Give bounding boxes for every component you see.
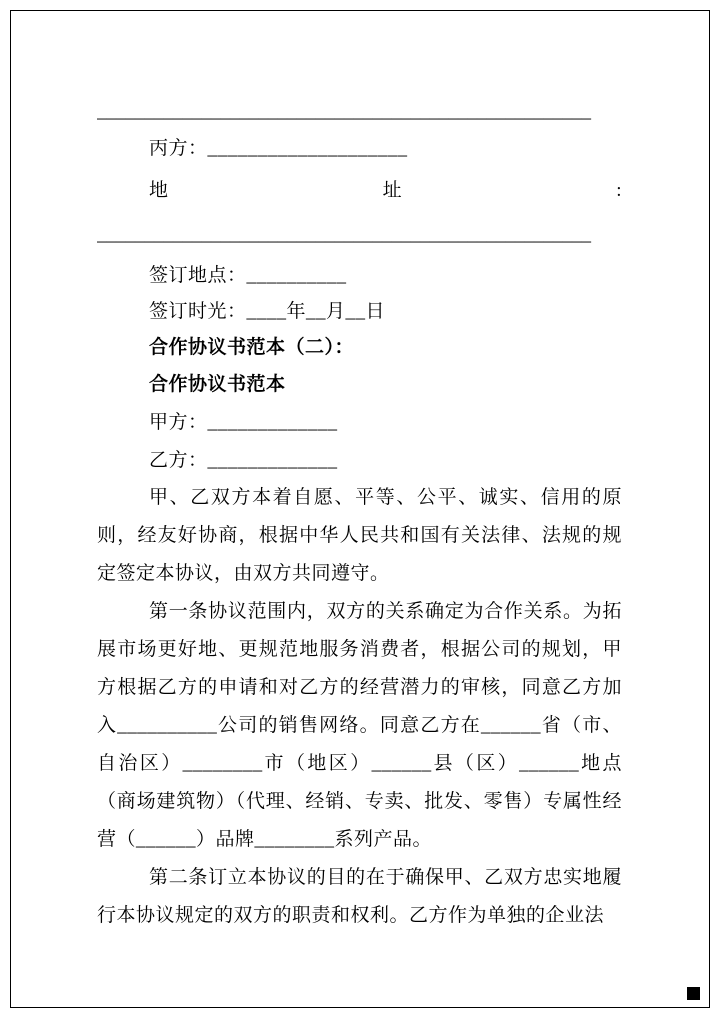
party-a-line: 甲方：_____________ <box>149 412 338 433</box>
page-corner-mark <box>687 987 700 1000</box>
paragraph-article-1: 第一条协议范围内，双方的关系确定为合作关系。为拓展市场更好地、更规范地服务消费者，根据公司的规划，甲方根据乙方的申请和对乙方的经营潜力的审核，同意乙方加入__________公司的销售网络。同意乙方在______省（市、自治区）________市（地区）______县（区）______地点（商场建筑物）（代理、经销、专卖、批发、零售）专属性经营（______）品牌________系列产品。 <box>97 601 622 850</box>
blank-rule-top: ____________________________________________________ <box>97 101 591 122</box>
signing-place-line: 签订地点：__________ <box>149 265 347 286</box>
template-title: 合作协议书范本 <box>149 374 286 395</box>
party-b-line: 乙方：_____________ <box>149 450 338 471</box>
party-c-line: 丙方：____________________ <box>149 138 408 159</box>
document-content <box>97 96 622 935</box>
address-label-char-1: 地 <box>149 180 169 201</box>
paragraph-article-2: 第二条订立本协议的目的在于确保甲、乙双方忠实地履行本协议规定的双方的职责和权利。乙方作为单独的企业法 <box>97 867 622 926</box>
paragraph-principles: 甲、乙双方本着自愿、平等、公平、诚实、信用的原则，经友好协商，根据中华人民共和国有关法律、法规的规定签定本协议，由双方共同遵守。 <box>97 487 622 584</box>
address-line <box>97 170 622 212</box>
signing-date-line: 签订时光：____年__月__日 <box>149 301 386 322</box>
blank-rule-middle: ____________________________________________________ <box>97 224 591 245</box>
address-colon: : <box>616 180 622 201</box>
address-label-char-2: 址 <box>382 180 403 201</box>
template-subtitle: 合作协议书范本（二）： <box>149 337 355 358</box>
